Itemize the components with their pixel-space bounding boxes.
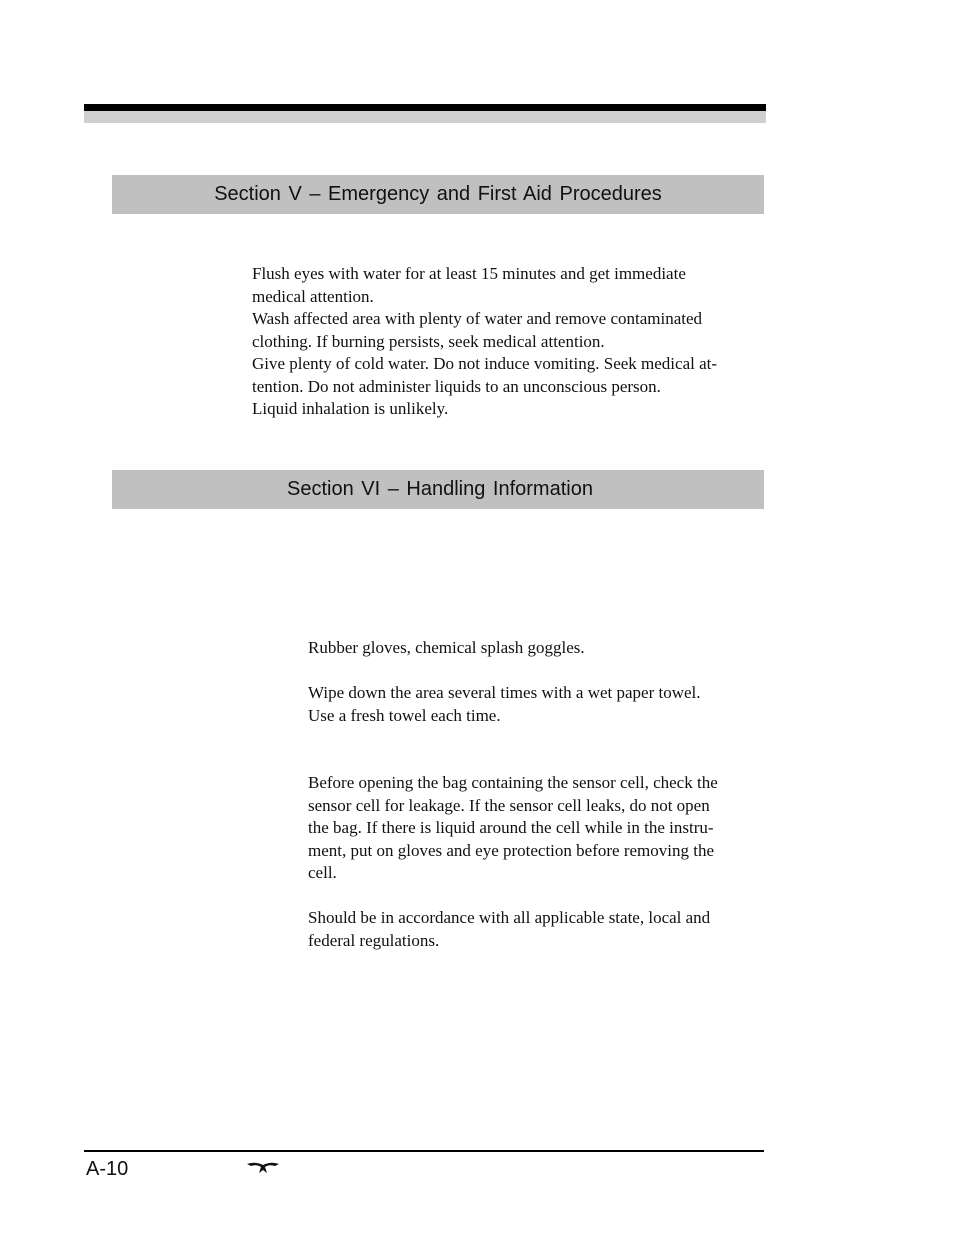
first-aid-line: Give plenty of cold water. Do not induce vomiting. Seek medical at-	[252, 354, 718, 373]
section-6-title: Section VI – Handling Information	[287, 478, 593, 500]
precaution-line: sensor cell for leakage. If the sensor cell leaks, do not open	[308, 795, 710, 815]
header-rule-dark	[84, 104, 766, 111]
first-aid-line: medical attention.	[252, 286, 374, 306]
precaution-line: the bag. If there is liquid around the cell while in the instru-	[308, 818, 714, 837]
section-5-title: Section V – Emergency and First Aid Procedures	[214, 183, 662, 205]
header-rule-light	[84, 111, 766, 123]
protective-equipment	[308, 637, 758, 660]
first-aid-line: tention. Do not administer liquids to an unconscious person.	[252, 376, 661, 396]
first-aid-line: Liquid inhalation is unlikely.	[252, 399, 449, 418]
precaution-line: cell.	[308, 863, 337, 882]
first-aid-line: Wash affected area with plenty of water and remove contaminated	[252, 309, 703, 328]
first-aid-line: Flush eyes with water for at least 15 minutes and get immediate	[252, 264, 686, 283]
first-aid-procedures	[252, 263, 762, 421]
precaution-line: ment, put on gloves and eye protection before removing the	[308, 840, 714, 860]
teledyne-logo-icon	[246, 1161, 280, 1175]
first-aid-line: clothing. If burning persists, seek medical attention.	[252, 331, 605, 351]
disposal-instructions	[308, 907, 758, 952]
disposal-line: Should be in accordance with all applicable state, local and	[308, 908, 711, 927]
handling-precautions	[308, 772, 758, 885]
disposal-line: federal regulations.	[308, 930, 440, 950]
spill-cleanup	[308, 682, 758, 727]
spill-line: Wipe down the area several times with a wet paper towel.	[308, 683, 701, 702]
protective-line: Rubber gloves, chemical splash goggles.	[308, 638, 585, 657]
precaution-line: Before opening the bag containing the sensor cell, check the	[308, 773, 718, 792]
section-6-heading	[112, 470, 764, 509]
section-5-heading	[112, 175, 764, 214]
page-number: A-10	[86, 1158, 129, 1180]
footer-rule	[84, 1150, 764, 1152]
spill-line: Use a fresh towel each time.	[308, 705, 501, 725]
